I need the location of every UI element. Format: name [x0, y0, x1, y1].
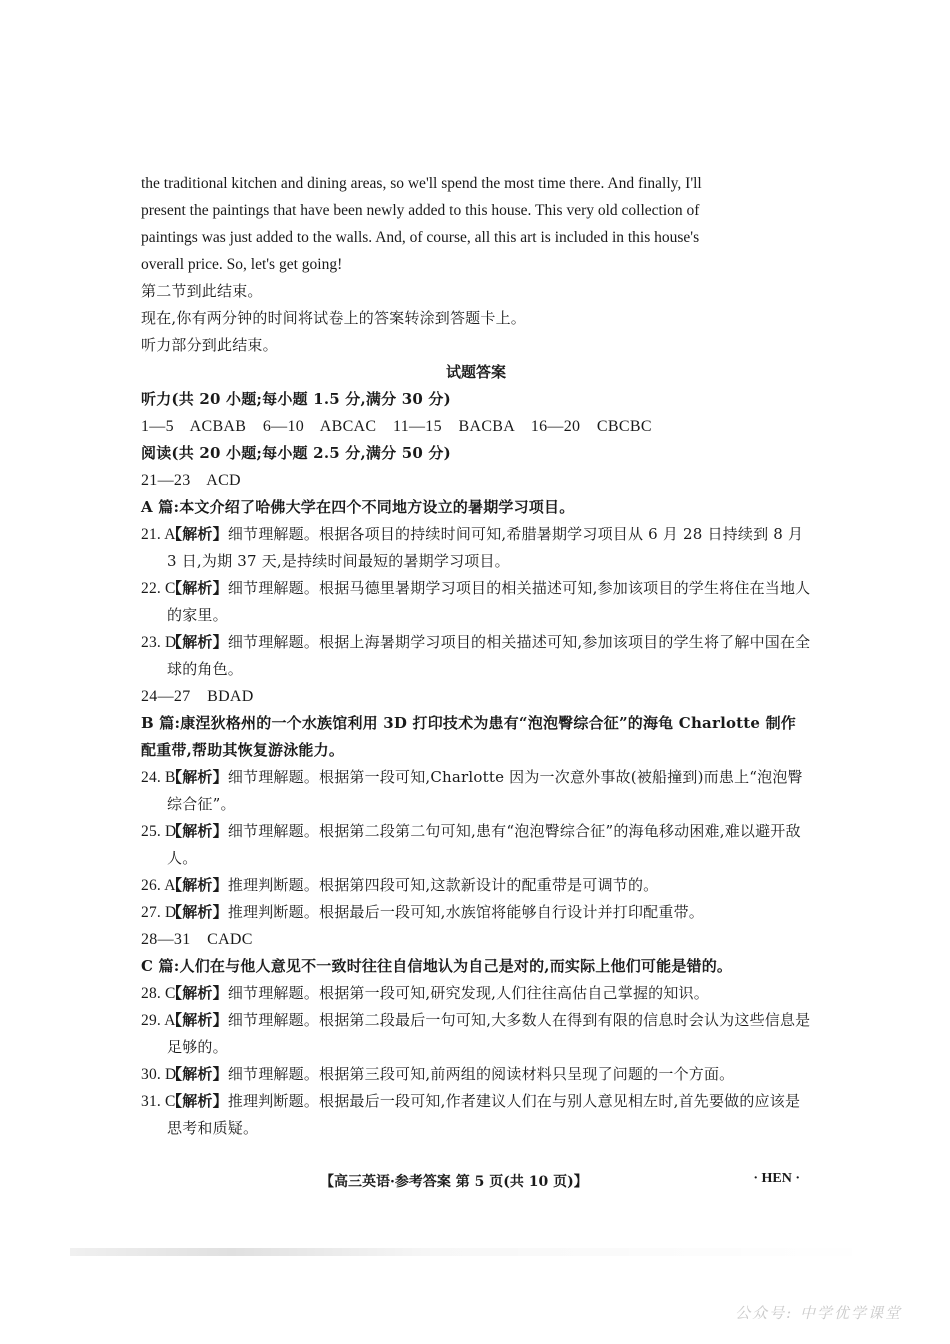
- footer-label: 【高三英语·参考答案 第 5 页(共 10 页)】: [320, 1174, 588, 1190]
- listening-keys: 1—5 ACBAB 6—10 ABCAC 11—15 BACBA 16—20 CBCBC: [141, 418, 652, 435]
- section-c-keys: 28—31 CADC: [141, 931, 253, 948]
- closing-line: 第二节到此结束。: [141, 282, 263, 300]
- answer-item-24: [141, 764, 811, 818]
- answer-item-28: [141, 980, 811, 1007]
- answer-number: 27. D: [141, 904, 177, 921]
- answer-number: 21. A: [141, 526, 176, 543]
- answer-item-31: [141, 1088, 811, 1142]
- analysis-text: 推理判断题。根据最后一段可知,作者建议人们在与别人意见相左时,首先要做的应该是思考和质疑。: [167, 1092, 801, 1137]
- analysis-tag: 【解析】: [167, 1092, 228, 1110]
- answer-number: 24. B: [141, 769, 176, 786]
- listening-transcript: [141, 170, 811, 278]
- answer-number: 23. D: [141, 634, 177, 651]
- answer-item-27: [141, 899, 811, 926]
- answer-item-29: [141, 1007, 811, 1061]
- transcript-line: the traditional kitchen and dining areas, so we'll spend the most time there. And finally, I'll: [141, 175, 702, 192]
- section-a-keys: 21—23 ACD: [141, 472, 241, 489]
- watermark: 公众号: 中学优学课堂: [735, 1304, 902, 1322]
- closing-line: 听力部分到此结束。: [141, 336, 278, 354]
- answer-item-26: [141, 872, 811, 899]
- analysis-text: 细节理解题。根据第二段最后一句可知,大多数人在得到有限的信息时会认为这些信息是足够的。: [167, 1011, 811, 1056]
- analysis-text: 细节理解题。根据第一段可知,研究发现,人们往往高估自己掌握的知识。: [227, 984, 709, 1002]
- analysis-text: 推理判断题。根据第四段可知,这款新设计的配重带是可调节的。: [227, 876, 659, 894]
- analysis-tag: 【解析】: [167, 984, 228, 1002]
- analysis-tag: 【解析】: [167, 1065, 228, 1083]
- analysis-tag: 【解析】: [167, 822, 228, 840]
- closing-line: 现在,你有两分钟的时间将试卷上的答案转涂到答题卡上。: [141, 309, 526, 327]
- answer-number: 31. C: [141, 1093, 176, 1110]
- answer-number: 25. D: [141, 823, 177, 840]
- scan-shadow: [70, 1248, 880, 1256]
- analysis-text: 细节理解题。根据第一段可知,Charlotte 因为一次意外事故(被船撞到)而患上“泡泡臀综合征”。: [167, 768, 803, 813]
- section-b-keys: 24—27 BDAD: [141, 688, 254, 705]
- analysis-tag: 【解析】: [167, 768, 228, 786]
- listening-header: 听力(共 20 小题;每小题 1.5 分,满分 30 分): [141, 390, 451, 408]
- answer-item-21: [141, 521, 811, 575]
- analysis-tag: 【解析】: [167, 633, 228, 651]
- reading-header: 阅读(共 20 小题;每小题 2.5 分,满分 50 分): [141, 444, 451, 462]
- transcript-line: present the paintings that have been newly added to this house. This very old collection of: [141, 202, 700, 219]
- analysis-text: 细节理解题。根据上海暑期学习项目的相关描述可知,参加该项目的学生将了解中国在全球的角色。: [167, 633, 811, 678]
- section-a-summary: A 篇:本文介绍了哈佛大学在四个不同地方设立的暑期学习项目。: [141, 498, 575, 516]
- answer-item-23: [141, 629, 811, 683]
- analysis-text: 细节理解题。根据第三段可知,前两组的阅读材料只呈现了问题的一个方面。: [227, 1065, 735, 1083]
- analysis-text: 细节理解题。根据第二段第二句可知,患有“泡泡臀综合征”的海龟移动困难,难以避开敌人。: [167, 822, 801, 867]
- section-closing: [141, 278, 811, 359]
- answer-number: 22. C: [141, 580, 176, 597]
- page-content: [141, 170, 811, 1142]
- section-b-summary: B 篇:康涅狄格州的一个水族馆利用 3D 打印技术为患有“泡泡臀综合征”的海龟 Charlotte 制作配重带,帮助其恢复游泳能力。: [141, 714, 797, 759]
- footer-code: · HEN ·: [753, 1171, 800, 1186]
- answer-number: 26. A: [141, 877, 176, 894]
- answer-item-25: [141, 818, 811, 872]
- answer-item-30: [141, 1061, 811, 1088]
- transcript-line: paintings was just added to the walls. And, of course, all this art is included in this house's: [141, 229, 700, 246]
- analysis-tag: 【解析】: [167, 876, 228, 894]
- analysis-tag: 【解析】: [167, 525, 228, 543]
- answer-number: 29. A: [141, 1012, 176, 1029]
- analysis-tag: 【解析】: [167, 579, 228, 597]
- page-footer: [320, 1171, 800, 1191]
- analysis-tag: 【解析】: [167, 903, 228, 921]
- transcript-line: overall price. So, let's get going!: [141, 256, 343, 273]
- analysis-tag: 【解析】: [167, 1011, 228, 1029]
- answer-number: 28. C: [141, 985, 176, 1002]
- analysis-text: 细节理解题。根据马德里暑期学习项目的相关描述可知,参加该项目的学生将住在当地人的家里。: [167, 579, 811, 624]
- answers-title: 试题答案: [445, 363, 506, 381]
- answer-number: 30. D: [141, 1066, 177, 1083]
- section-c-summary: C 篇:人们在与他人意见不一致时往往自信地认为自己是对的,而实际上他们可能是错的。: [141, 957, 733, 975]
- analysis-text: 细节理解题。根据各项目的持续时间可知,希腊暑期学习项目从 6 月 28 日持续到 8 月 3 日,为期 37 天,是持续时间最短的暑期学习项目。: [167, 525, 804, 570]
- answer-item-22: [141, 575, 811, 629]
- analysis-text: 推理判断题。根据最后一段可知,水族馆将能够自行设计并打印配重带。: [227, 903, 704, 921]
